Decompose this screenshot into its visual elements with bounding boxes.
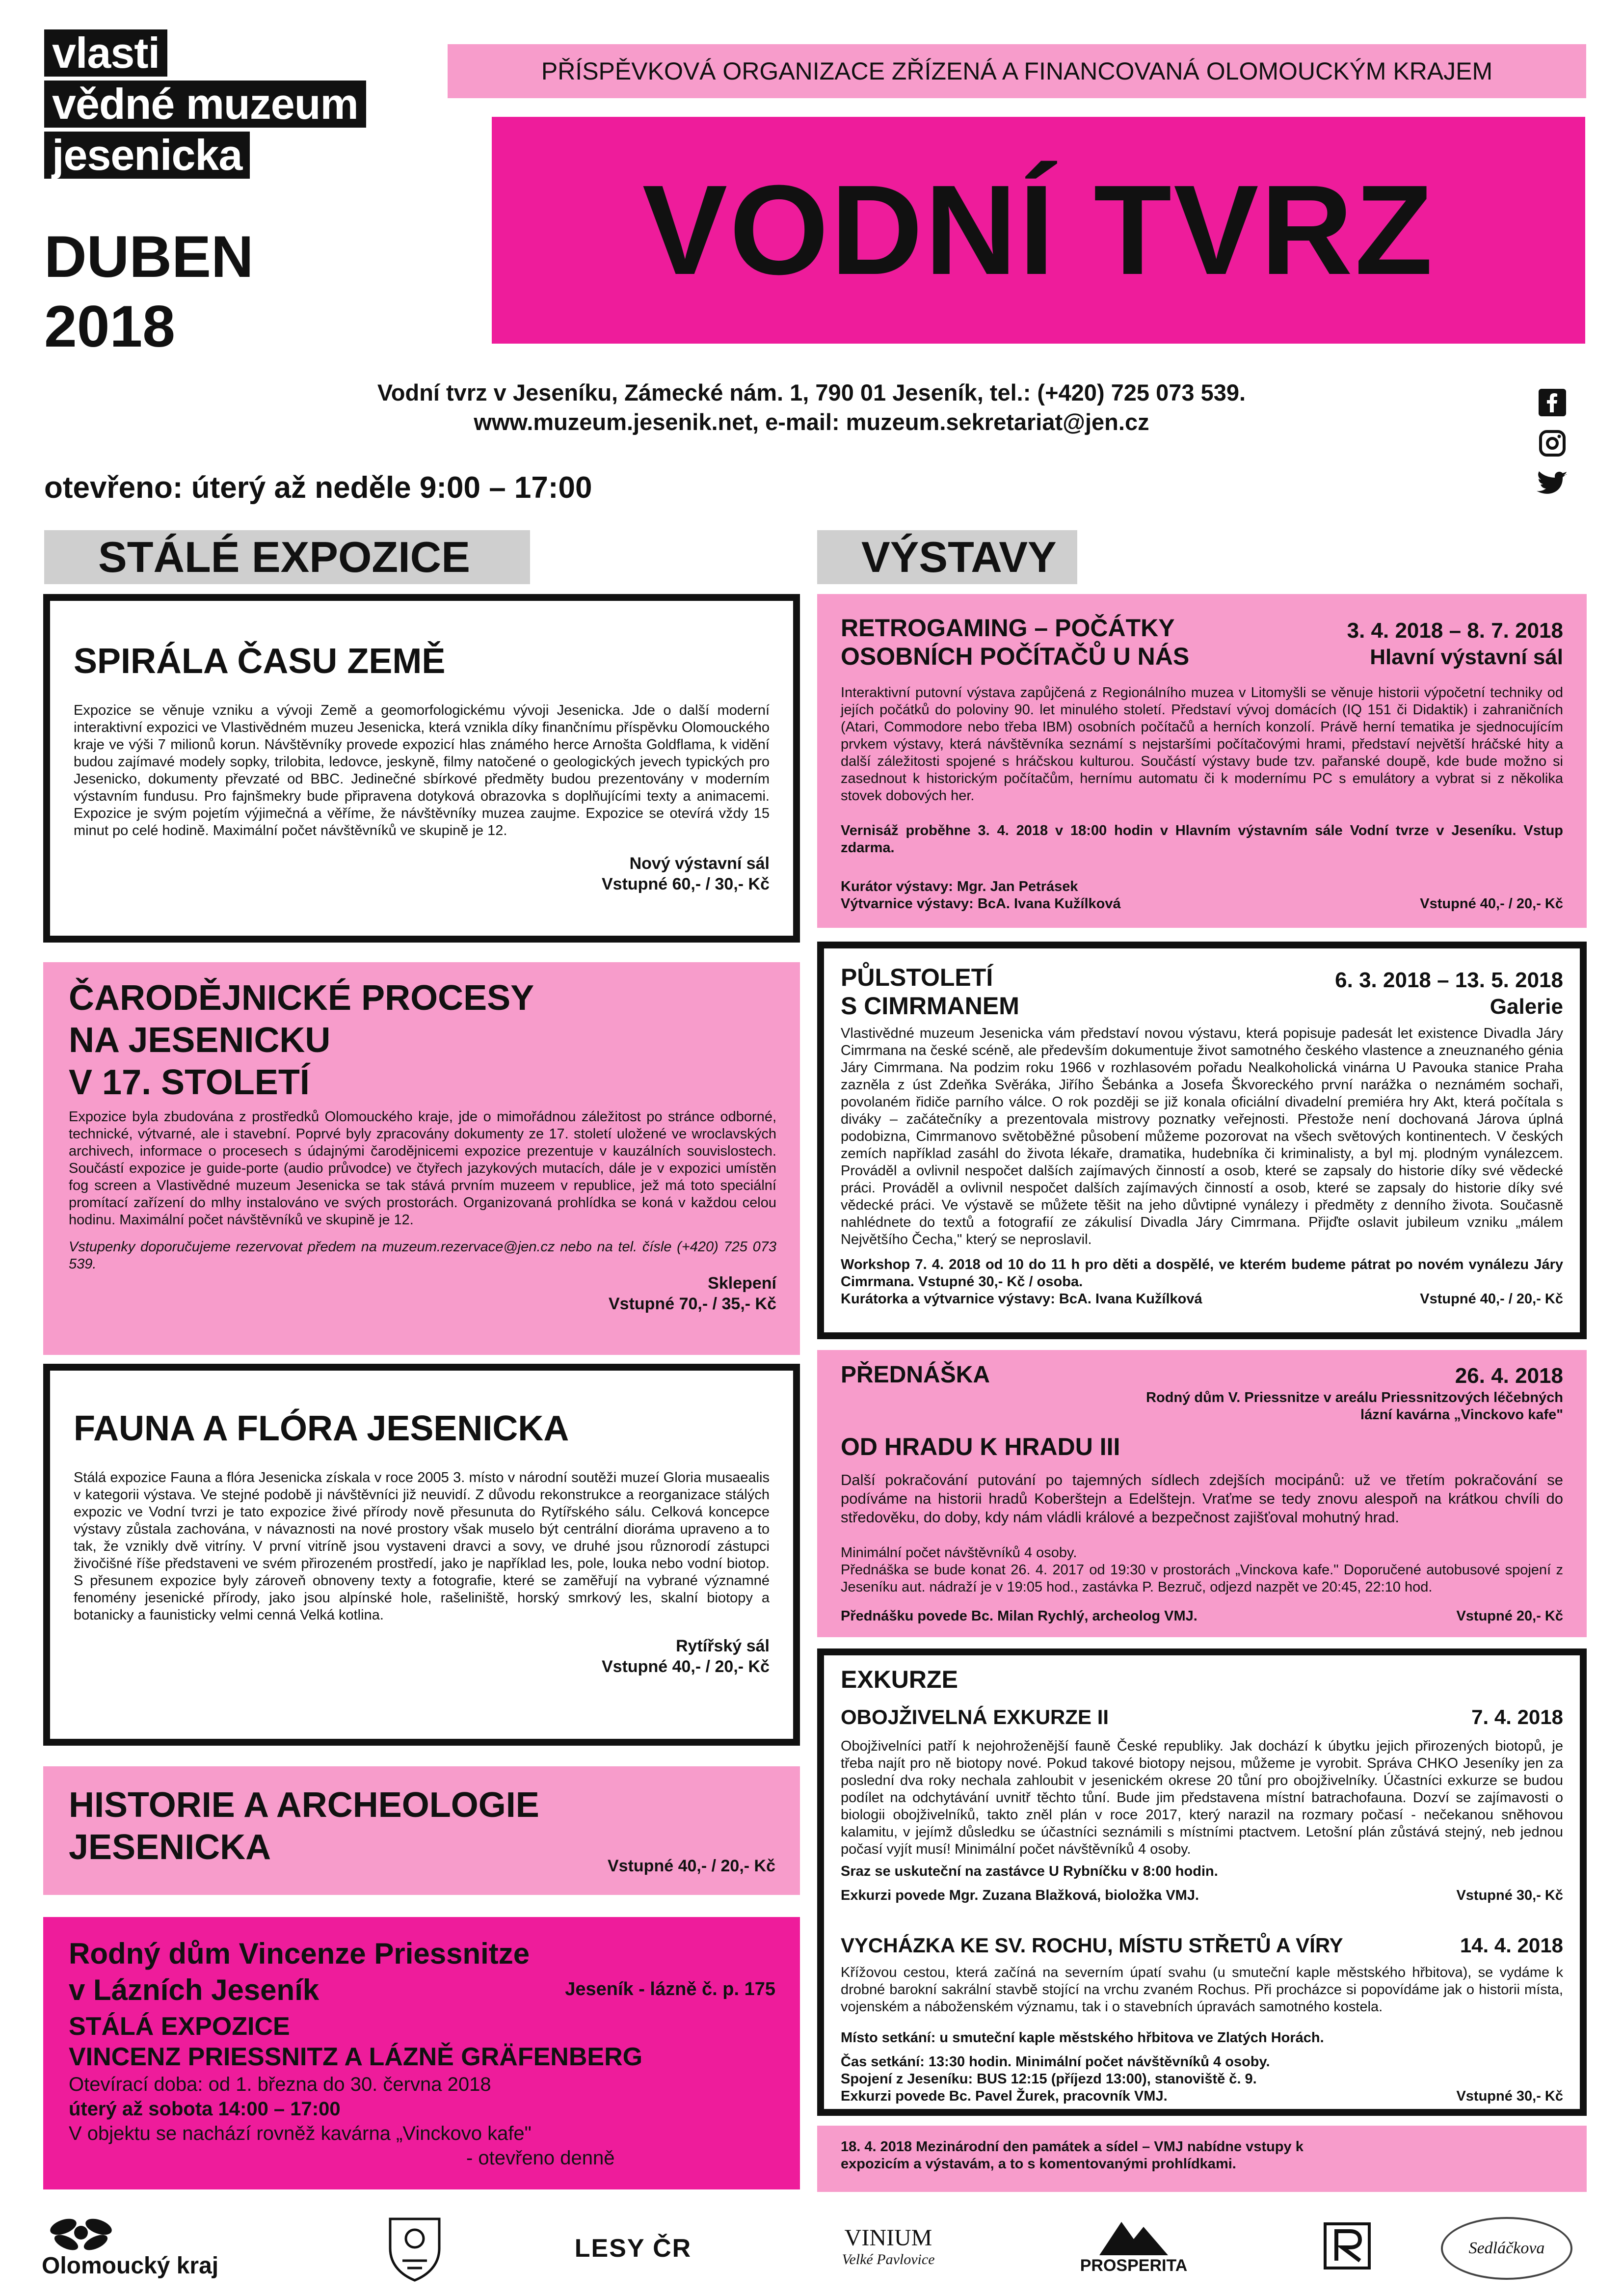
expo-title: FAUNA A FLÓRA JESENICKA (74, 1409, 569, 1448)
expo-price: Vstupné 60,- / 30,- Kč (602, 875, 770, 893)
section-exhibitions: VÝSTAVY (817, 530, 1077, 584)
sedlackova-label: Sedláčkova (1468, 2239, 1545, 2257)
exh-retro (817, 594, 1587, 928)
lecture-info: Přednáška se bude konat 26. 4. 2017 od 19:30 v prostorách „Vinckova kafe." Doporučené autobusové spojení z Jeseníku aut. nádraží je v 19:05 hod., zastávka P. Bezruč, odjezd nazpět ve 20:45, 22:10 hod. (841, 1562, 1563, 1595)
exh-cimrman (817, 942, 1587, 1339)
walk-title: VYCHÁZKA KE SV. ROCHU, MÍSTU STŘETŮ A VÍRY (841, 1934, 1343, 1957)
partner-r-logo (1320, 2216, 1374, 2275)
crest-icon (385, 2214, 444, 2283)
lecture-text: Další pokračování putování po tajemných sídlech zdejších mocipánů: už ve třetím pokračování se podíváme na historii hradů Koberštejn a Edelštejn. Vraťme se tedy znovu alespoň na krátkou chvíli do středověku, do doby, kdy nám vládli králové a bezpečnost zajišťoval mohutný hrad. (841, 1471, 1563, 1526)
expo-title-line: NA JESENICKU (69, 1021, 331, 1060)
web-email: www.muzeum.jesenik.net, e-mail: muzeum.sekretariat@jen.cz (474, 409, 1149, 435)
vinium-sub: Velké Pavlovice (842, 2251, 935, 2268)
logo-line-1: vlasti (44, 29, 167, 77)
walk-bus: Spojení z Jeseníku: BUS 12:15 (příjezd 13:00), stanoviště č. 9. (841, 2071, 1257, 2087)
year-label: 2018 (44, 294, 175, 359)
reservation-note: Vstupenky doporučujeme rezervovat předem na muzeum.rezervace@jen.cz nebo na tel. čísle (+420) 725 073 539. (69, 1239, 776, 1272)
flower-icon (42, 2213, 120, 2252)
address: Vodní tvrz v Jeseníku, Zámecké nám. 1, 790 01 Jeseník, tel.: (+420) 725 073 539. (377, 379, 1246, 405)
exh-text: Interaktivní putovní výstava zapůjčená z Regionálního muzea v Litomyšli se věnuje historii výpočetní techniky od jejích počátků do poloviny 90. let minulého století. Představí vývoj domácích (IQ 151 či Didaktik) i zahraničních (Atari, Commodore nebo třeba IBM) osobních počítačů a herních konzolí. Právě herní tematika je sjednocujícím prvkem výstavy, která návštěvníka seznámí s nejstaršími počítačovými hrami, představí největší hráčské hity a další záležitosti spojené s hráčskou kulturou. Součástí výstavy bude tzv. pařanské doupě, kde bude možno si zasednout k historickým počítačům, hernímu automatu či k modernímu PC s emulátory a vybrat si z několika stovek dobových her. (841, 685, 1563, 804)
expo-fauna (43, 1364, 800, 1746)
walk-text: Křížovou cestou, která začíná na severním úpatí svahu (u smuteční kaple městského hřbitova), se vydáme k drobné barokní sakrální stavbě stojící na vrchu zvaném Rochus. Při procházce si popovídáme jak o historii místa, vojenském a náboženském významu, tak i o stavebních úpravách samotného kostela. (841, 1965, 1563, 2015)
olomoucky-kraj-logo (42, 2209, 297, 2283)
priessnitz-title: v Lázních Jeseník (69, 1973, 319, 2006)
exh-price: Vstupné 40,- / 20,- Kč (1420, 896, 1563, 912)
expo-price: Vstupné 40,- / 20,- Kč (608, 1857, 775, 1875)
excursion-box (817, 1648, 1587, 2116)
expo-carodejnice (43, 962, 800, 1355)
priessnitz-days: úterý až sobota 14:00 – 17:00 (69, 2098, 341, 2120)
exh-title-line: RETROGAMING – POČÁTKY (841, 614, 1175, 642)
exh-text: Vlastivědné muzeum Jesenicka vám představí novou výstavu, která popisuje padesát let existence Divadla Járy Cimrmana na české scéně, ale především dokumentuje život samotného českého vlastence a zneuznaného génia Járy Cimrmana. Na podzim roku 1966 v rozhlasovém pořadu Nealkoholická vinárna U Pavouka stanice Praha zazněla z úst Zdeňka Svěráka, Jiřího Šebánka a Josefa Škvoreckého první narážka o neznámém sochaři, povolaném řidiče parního válce. O rok později se již konala oficiální divadelní premiéra hry Akt, která počítala s diváky – začátečníky a prezentovala mistrovy poznatky veřejnosti. Přestože není dochovaná Járova úplná podobizna, Cimrmanovo světoběžné působení můžeme pozorovat na všech světových kontinentech. V českých zemích například zasáhl do života lékaře, dramatika, hudebníka či kriminalisty, a byl mj. plodným vynálezcem. Prováděl a ovlivnil nespočet dalších zajímavých činností a osob, které se zapsaly do historie díky své vědecké práci. Prováděl a ovlivnil nespočet dalších zajímavých činností a osob, které se zapsaly do historie díky své vědecké práci. Ve výstavě se můžete těšit na jeho důvtipné vynálezy i předměty z denního života. Současně nahlédnete do textů a fotografií ze zákulisí Divadla Járy Cimrmana. Přijďte oslavit jubileum vzniku „málem Největšího Čecha," který se neproslavil. (841, 1026, 1563, 1247)
lecture-speaker: Přednášku povede Bc. Milan Rychlý, archeolog VMJ. (841, 1608, 1197, 1624)
exh-curator: Kurátor výstavy: Mgr. Jan Petrásek (841, 879, 1078, 894)
excursion-text: Obojživelníci patří k nejohroženější fauně České republiky. Jak dochází k úbytku jejich přirozených biotopů, je třeba najít pro ně biotopy nové. Pokud takové biotopy nejsou, můžeme je vyrobit. Správa CHKO Jeseníky jen za poslední dva roky nechala zahloubit v jesenickém okrese 20 tůní pro obojživelníky. Účastníci exkurze se budou podílet na odchytávání uvnitř těchto tůní. Bude jim představena místní batrachofauna. Dozví se zajímavosti o biologii obojživelníků, takto zněl plán v roce 2017, který narazil na rozmary počasí - nečekanou sněhovou kalamitu, v jejímž důsledku se účastníci seznámili s místními ptactvem. Letošní plán zůstává stejný, neb jednou počasí vyjít musí! Minimální počet návštěvníků 4 osoby. (841, 1738, 1563, 1857)
org-note-text: PŘÍSPĚVKOVÁ ORGANIZACE ZŘÍZENÁ A FINANCOVANÁ OLOMOUCKÝM KRAJEM (541, 57, 1493, 85)
exh-date: 6. 3. 2018 – 13. 5. 2018 (1335, 968, 1563, 992)
instagram-icon[interactable] (1539, 430, 1566, 457)
expo-place: Sklepení (708, 1274, 776, 1293)
excursion-date: 7. 4. 2018 (1471, 1705, 1563, 1729)
lesy-label: LESY ČR (574, 2234, 692, 2263)
expo-place: Nový výstavní sál (629, 854, 770, 873)
logo-line-2: vědné muzeum (44, 81, 366, 128)
excursion-guide: Exkurzi povede Mgr. Zuzana Blažková, bioložka VMJ. (841, 1888, 1199, 1903)
expo-text: Expozice byla zbudována z prostředků Olomouckého kraje, jde o mimořádnou záležitost po stránce odborné, technické, výtvarné, ale i stavební. Poprvé byly zpracovány dokumenty ze 17. století uložené ve wroclavských archivech, informace o procesech s údajnými čarodějnicemi expozice prezentuje v kauzálních souvislostech. Součástí expozice je guide-porte (audio průvodce) ve čtyřech jazykových mutacích, dále je v expozici umístěn fog screen a Vlastivědné muzeum Jesenicka se tak stává prvním muzeem v republice, jež má toto speciální promítací zařízení do mlhy instalováno ve svých prostorách. Organizovaná prohlídka se koná v každou celou hodinu. Maximální počet návštěvníků ve skupině je 12. (69, 1109, 776, 1228)
lecture-date: 26. 4. 2018 (1455, 1364, 1563, 1388)
logo-line-3: jesenicka (44, 132, 250, 179)
exh-price: Vstupné 40,- / 20,- Kč (1420, 1291, 1563, 1307)
exh-curator: Kurátorka a výtvarnice výstavy: BcA. Ivana Kužílková (841, 1291, 1202, 1307)
priessnitz-subtitle: STÁLÁ EXPOZICE (69, 2012, 290, 2041)
opening-hours: otevřeno: úterý až neděle 9:00 – 17:00 (44, 471, 592, 505)
walk-price: Vstupné 30,- Kč (1456, 2088, 1563, 2104)
footer-note: 18. 4. 2018 Mezinárodní den památek a sídel – VMJ nabídne vstupy k expozicím a výstavám, a to s komentovanými prohlídkami. (841, 2139, 1304, 2172)
walk-guide: Exkurzi povede Bc. Pavel Žurek, pracovník VMJ. (841, 2088, 1168, 2104)
expo-text: Stálá expozice Fauna a flóra Jesenicka získala v roce 2005 3. místo v národní soutěži muzeí Gloria musaealis v kategorii výstava. Ve stejné podobě ji návštěvníci již neuvidí. Z důvodu rekonstrukce a reorganizace stálých expozic ve Vodní tvrzi je tato expozice živé přírody nově přesunuta do Rytířského sálu. Celková koncepce výstavy zůstala zachována, v návaznosti na nové prostory však muselo být centrální dioráma upraveno a to tak, že vznikly dvě vitríny. V první vitríně jsou vystaveni dravci a sovy, ve druhé jsou různorodí zástupci živočišné říše představeni ve svém přirozeném prostředí, jako je například les, pole, louka nebo vodní biotop. S přesunem expozice byly zároveň obnoveny texty a fotografie, které se zaměřují na vybrané významné fenomény jesenické přírody, jako jsou alpínské hole, rašeliniště, horský smrkový les, skalní biotopy a botanicky a faunisticky velmi cenná Velká kotlina. (74, 1470, 770, 1623)
priessnitz-cafe: V objektu se nachází rovněž kavárna „Vinckovo kafe" (69, 2123, 532, 2144)
prosperita-logo (1060, 2209, 1207, 2283)
excursion-title: OBOJŽIVELNÁ EXKURZE II (841, 1705, 1109, 1729)
exh-place: Hlavní výstavní sál (1370, 645, 1563, 669)
exh-workshop: Workshop 7. 4. 2018 od 10 do 11 h pro děti a dospělé, ve kterém budeme pátrat po novém vynálezu Járy Cimrmana. Vstupné 30,- Kč / osoba. (841, 1257, 1563, 1290)
expo-title-line: V 17. STOLETÍ (69, 1063, 310, 1102)
expo-place: Rytířský sál (676, 1637, 770, 1655)
museum-logo (44, 29, 466, 183)
expo-price: Vstupné 70,- / 35,- Kč (609, 1295, 776, 1313)
expo-spirala (43, 594, 800, 943)
excursion-label: EXKURZE (841, 1666, 958, 1693)
twitter-icon[interactable] (1537, 470, 1568, 498)
excursion-price: Vstupné 30,- Kč (1456, 1888, 1563, 1903)
walk-time: Čas setkání: 13:30 hodin. Minimální počet návštěvníků 4 osoby. (841, 2054, 1270, 2070)
org-note (448, 44, 1586, 98)
priessnitz-address: Jeseník - lázně č. p. 175 (565, 1979, 775, 1999)
town-crest-logo (383, 2212, 447, 2285)
lecture-price: Vstupné 20,- Kč (1456, 1608, 1563, 1624)
exh-place: Galerie (1490, 995, 1563, 1019)
walk-date: 14. 4. 2018 (1460, 1934, 1563, 1957)
lecture-label: PŘEDNÁŠKA (841, 1362, 990, 1388)
expo-title: SPIRÁLA ČASU ZEMĚ (74, 642, 446, 681)
lesy-cr-logo (559, 2219, 707, 2278)
excursion-meet: Sraz se uskuteční na zastávce U Rybníčku v 8:00 hodin. (841, 1864, 1218, 1879)
section-permanent: STÁLÉ EXPOZICE (44, 530, 530, 584)
priessnitz-box (43, 1917, 800, 2189)
vinium-label: VINIUM (844, 2224, 932, 2251)
expo-historie (43, 1766, 800, 1895)
expo-title-line: ČARODĚJNICKÉ PROCESY (69, 978, 534, 1018)
vinium-logo (815, 2209, 962, 2283)
priessnitz-title: Rodný dům Vincenze Priessnitze (69, 1937, 530, 1970)
priessnitz-subtitle: VINCENZ PRIESSNITZ A LÁZNĚ GRÄFENBERG (69, 2043, 643, 2071)
exh-title-line: PŮLSTOLETÍ (841, 964, 993, 991)
lecture-min: Minimální počet návštěvníků 4 osoby. (841, 1545, 1077, 1561)
expo-title-line: JESENICKA (69, 1828, 271, 1867)
r-badge-icon (1323, 2221, 1372, 2270)
main-title: VODNÍ TVRZ (642, 159, 1435, 301)
lecture-place: Rodný dům V. Priessnitze v areálu Priessnitzových léčebných lázní kavárna „Vinckovo kafe" (1146, 1390, 1563, 1423)
prosperita-label: PROSPERITA (1080, 2256, 1188, 2275)
olomoucky-label: Olomoucký kraj (42, 2252, 219, 2279)
exh-title-line: S CIMRMANEM (841, 992, 1019, 1020)
expo-text: Expozice se věnuje vzniku a vývoji Země a geomorfologickému vývoji Jesenicka. Jde o další moderní interaktivní expozici ve Vlastivědném muzeu Jesenicka, která vznikla díky finančnímu příspěvku Olomouckého kraje ve výši 7 milionů korun. Návštěvníky provede expozicí hlas známého herce Arnošta Goldflama, k vidění budou zajímavé modely sopky, trilobita, ledovce, jeskyně, filmy natočené o geologických jevech typických pro Jesenicko, dokumenty převzaté od BBC. Jedinečné sbírkové předměty budou prezentovány v moderním výstavním fundusu. Pro fajnšmekry bude připravena dotyková obrazovka s doplňujícími texty a animacemi. Expozice je svým pojetím výjimečná a věříme, že návštěvníky muzea zaujme. Expozice se otevírá vždy 15 minut po celé hodině. Maximální počet návštěvníků ve skupině je 12. (74, 702, 770, 838)
sedlackova-oval (1441, 2217, 1572, 2280)
exh-date: 3. 4. 2018 – 8. 7. 2018 (1347, 619, 1563, 643)
footer-note-box (817, 2126, 1587, 2192)
exh-vernisaz: Vernisáž proběhne 3. 4. 2018 v 18:00 hodin v Hlavním výstavním sále Vodní tvrze v Jeseníku. Vstup zdarma. (841, 823, 1563, 856)
main-title-box (492, 117, 1585, 344)
sedlackova-logo (1440, 2216, 1573, 2280)
lecture-title: OD HRADU K HRADU III (841, 1433, 1120, 1460)
exh-title-line: OSOBNÍCH POČÍTAČŮ U NÁS (841, 643, 1190, 670)
month-label: DUBEN (44, 224, 254, 290)
priessnitz-cafe-open: - otevřeno denně (466, 2147, 615, 2169)
expo-price: Vstupné 40,- / 20,- Kč (602, 1657, 770, 1676)
walk-meet: Místo setkání: u smuteční kaple městského hřbitova ve Zlatých Horách. (841, 2030, 1324, 2046)
mountain-icon (1099, 2217, 1168, 2256)
expo-title-line: HISTORIE A ARCHEOLOGIE (69, 1785, 539, 1825)
priessnitz-hours: Otevírací doba: od 1. března do 30. června 2018 (69, 2074, 491, 2095)
exh-designer: Výtvarnice výstavy: BcA. Ivana Kužílková (841, 896, 1121, 912)
facebook-icon[interactable] (1539, 389, 1566, 416)
lecture-box (817, 1350, 1587, 1637)
